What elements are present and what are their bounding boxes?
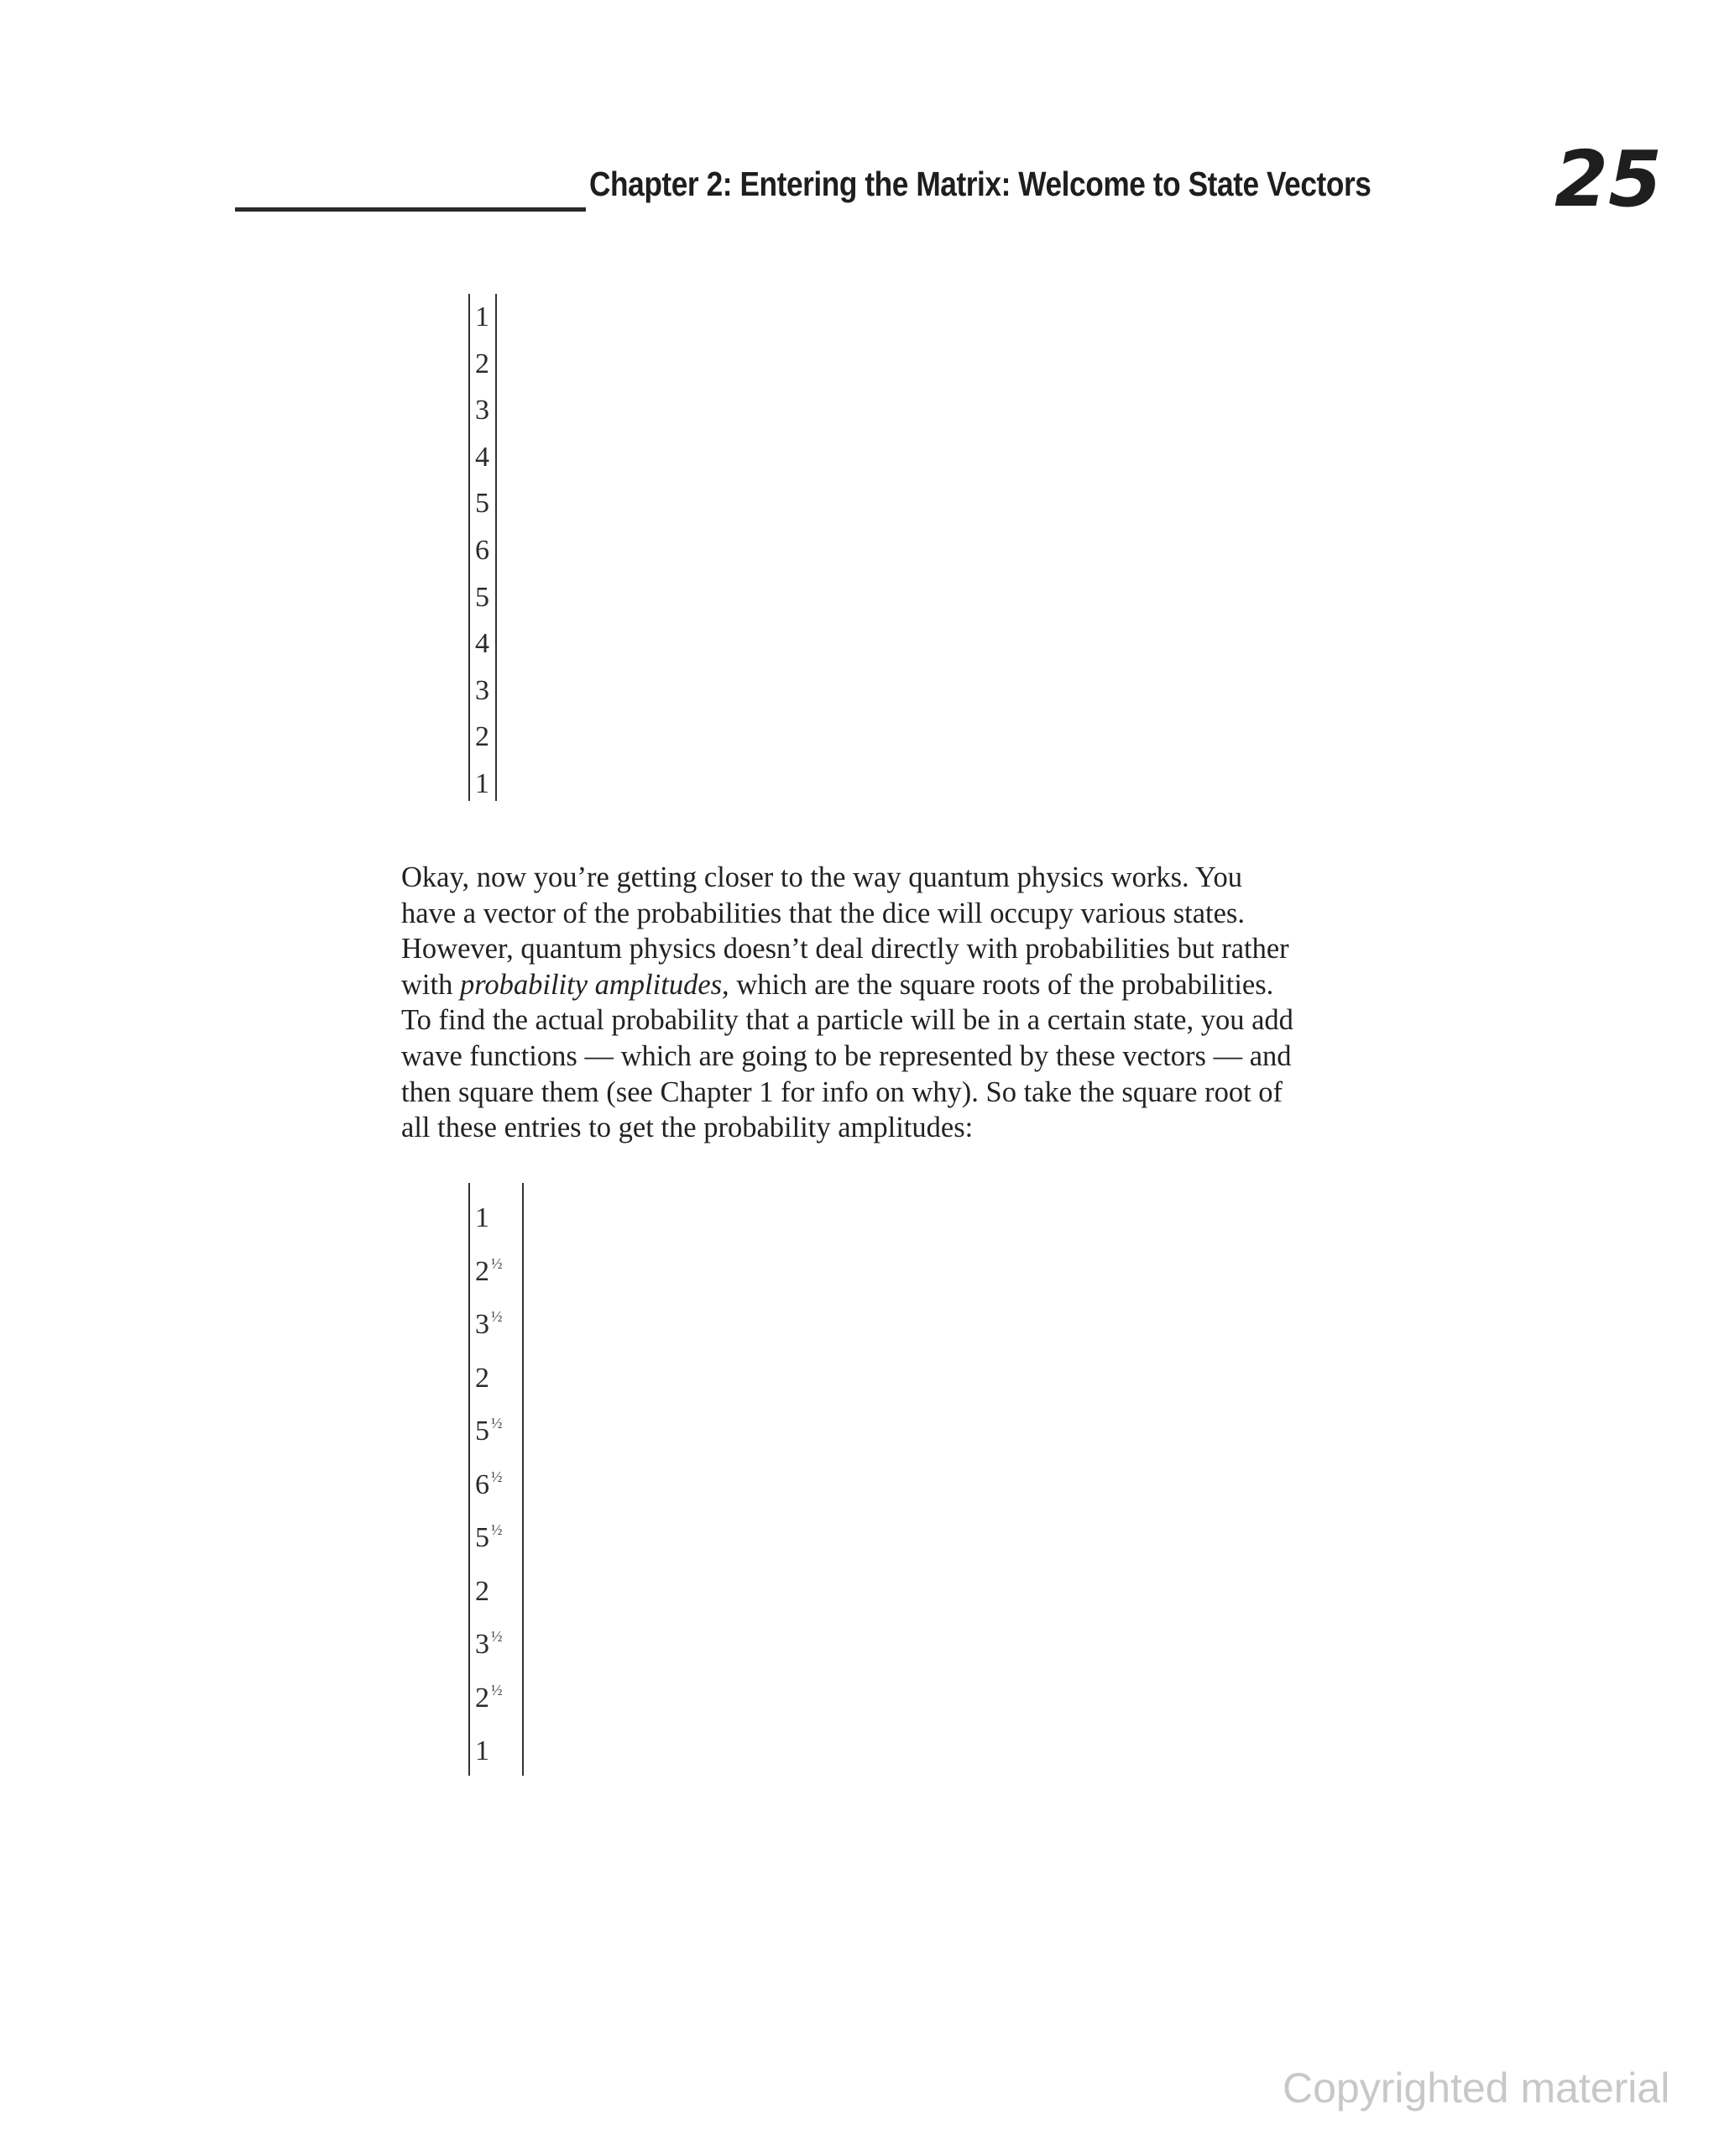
vector-entry: 5 xyxy=(475,488,489,520)
vector-entry xyxy=(475,1506,522,1560)
vector-entry: 6 xyxy=(475,534,489,566)
vector-entry: 2 xyxy=(475,721,489,753)
entry-base: 2 xyxy=(475,1362,489,1394)
vector-entry: 3 xyxy=(475,395,489,426)
vector-entry xyxy=(475,1186,522,1240)
paragraph-text: which are the square roots of the probabilities. xyxy=(729,968,1274,1001)
vector-entry xyxy=(475,1400,522,1453)
page-number: 25 xyxy=(1554,134,1663,224)
body-paragraph xyxy=(401,860,1543,1146)
vector-entry xyxy=(475,1240,522,1294)
vector-entry: 4 xyxy=(475,628,489,660)
vector-entry xyxy=(475,1293,522,1347)
entry-exponent: ½ xyxy=(491,1681,503,1698)
entry-exponent: ½ xyxy=(491,1521,503,1538)
paragraph-line: However, quantum physics doesn’t deal directly with probabilities but rather xyxy=(401,933,1289,965)
paragraph-line: Okay, now you’re getting closer to the way quantum physics works. You xyxy=(401,861,1242,893)
entry-base: 2 xyxy=(475,1255,489,1287)
entry-base: 2 xyxy=(475,1682,489,1714)
emphasized-term: probability amplitudes, xyxy=(459,968,729,1001)
copyright-watermark: Copyrighted material xyxy=(1283,2064,1670,2112)
vector-entry xyxy=(475,1347,522,1400)
paragraph-line: To find the actual probability that a particle will be in a certain state, you add xyxy=(401,1004,1293,1037)
vector-entry: 3 xyxy=(475,674,489,706)
paragraph-text: with xyxy=(401,968,460,1001)
entry-base: 2 xyxy=(475,1575,489,1607)
entry-base: 6 xyxy=(475,1468,489,1500)
vector-entry xyxy=(475,1560,522,1614)
vector-entry: 4 xyxy=(475,441,489,473)
entry-exponent: ½ xyxy=(491,1415,503,1431)
entry-base: 1 xyxy=(475,1735,489,1766)
entry-base: 1 xyxy=(475,1202,489,1233)
entry-base: 5 xyxy=(475,1522,489,1553)
entry-base: 3 xyxy=(475,1629,489,1660)
vector-entry: 2 xyxy=(475,348,489,379)
probability-vector xyxy=(468,294,497,801)
vector-entry: 1 xyxy=(475,767,489,799)
paragraph-line: have a vector of the probabilities that the dice will occupy various states. xyxy=(401,897,1245,929)
entry-exponent: ½ xyxy=(491,1308,503,1325)
vector-entry xyxy=(475,1453,522,1507)
vector-entry: 1 xyxy=(475,301,489,332)
amplitude-vector xyxy=(468,1183,524,1776)
entry-base: 5 xyxy=(475,1416,489,1447)
entry-exponent: ½ xyxy=(491,1468,503,1485)
vector-entry xyxy=(475,1719,522,1773)
paragraph-line xyxy=(401,967,1543,1003)
header-rule xyxy=(235,207,586,212)
entry-exponent: ½ xyxy=(491,1628,503,1645)
paragraph-line: wave functions — which are going to be represented by these vectors — and xyxy=(401,1039,1292,1072)
vector-entry xyxy=(475,1667,522,1720)
vector-entry xyxy=(475,1613,522,1667)
paragraph-line: then square them (see Chapter 1 for info on why). So take the square root of xyxy=(401,1075,1283,1108)
chapter-title: Chapter 2: Entering the Matrix: Welcome to State Vectors xyxy=(589,165,1372,203)
vector-entry: 5 xyxy=(475,581,489,613)
paragraph-line: all these entries to get the probability amplitudes: xyxy=(401,1112,974,1144)
entry-exponent: ½ xyxy=(491,1254,503,1272)
entry-base: 3 xyxy=(475,1309,489,1340)
